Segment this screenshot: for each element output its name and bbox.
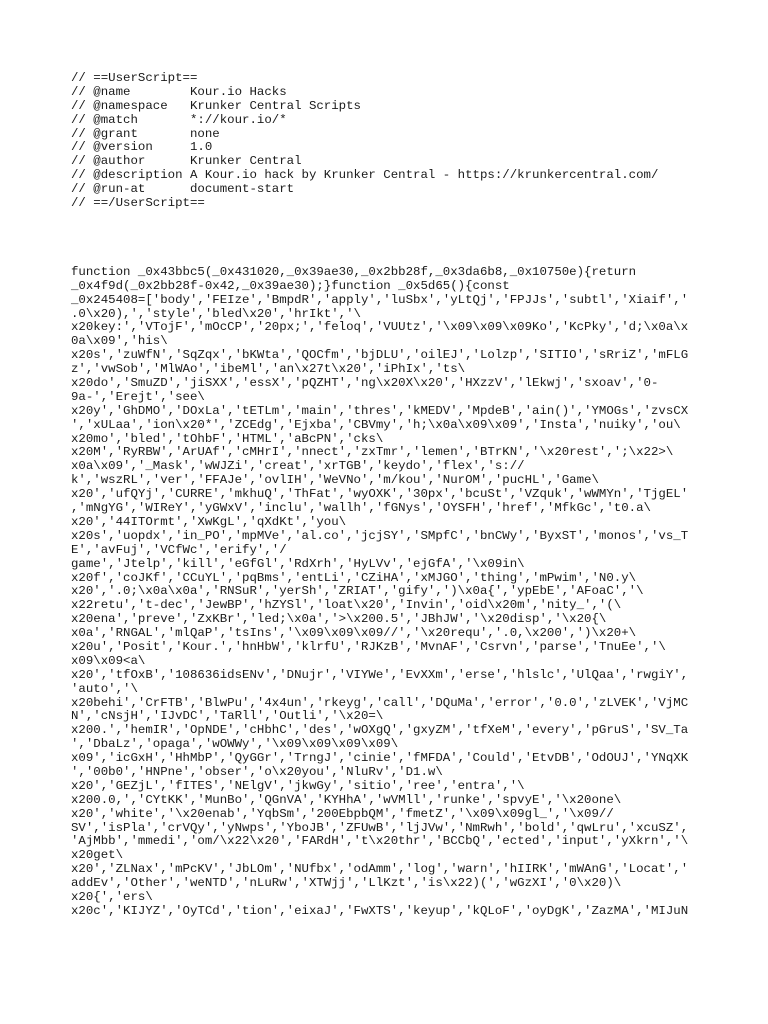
code-line: 0a\x09','his\ (71, 334, 168, 349)
code-line: x09','icGxH','HhMbP','QyGGr','TrngJ','cinie','fMFDA','Could','EtvDB','OdOUJ','YNqXK (71, 751, 689, 766)
code-line: x20c','KIJYZ','OyTCd','tion','eixaJ','FwXTS','keyup','kQLoF','oyDgK','ZazMA','MIJuN (71, 903, 689, 918)
code-line: x20s','zuWfN','SqZqx','bKWta','QOCfm','bjDLU','oilEJ','Lolzp','SITIO','sRriZ','mFLG (71, 348, 689, 363)
code-line: x20behi','CrFTB','BlwPu','4x4un','rkeyg','call','DQuMa','error','0.0','zLVEK','VjMC (71, 695, 689, 710)
code-line: x20','ufQYj','CURRE','mkhuQ','ThFat','wyOXK','30px','bcuSt','VZquk','wWMYn','TjgEL' (71, 487, 689, 502)
userscript-header-line: // @name Kour.io Hacks (71, 84, 287, 99)
code-line: _0x245408=['body','FEIze','BmpdR','apply','luSbx','yLtQj','FPJJs','subtl','Xiaif',' (71, 292, 689, 307)
code-line: x20','ZLNax','mPcKV','JbLOm','NUfbx','odAmm','log','warn','hIIRK','mWAnG','Locat',' (71, 862, 689, 877)
code-line: addEv','Other','weNTD','nLuRw','XTWjj','LlKzt','is\x22)(','wGzXI','0\x20)\ (71, 876, 622, 891)
code-line: x20{','ers\ (71, 889, 153, 904)
code-line: x0a\x09','_Mask','wWJZi','creat','xrTGB','keydo','flex','s:// (71, 459, 525, 474)
userscript-header-line: // @run-at document-start (71, 182, 295, 197)
code-line: ,'mNgYG','WIReY','yGWxV','inclu','wallh','fGNys','OYSFH','href','MfkGc','t0.a\ (71, 501, 651, 516)
code-line: 'AjMbb','mmedi','om/\x22\x20','FARdH','t\x20thr','BCCbQ','ected','input','yXkrn','\ (71, 834, 689, 849)
code-line: function _0x43bbc5(_0x431020,_0x39ae30,_0x2bb28f,_0x3da6b8,_0x10750e){return (71, 264, 637, 279)
code-line: .0\x20),','style','bled\x20','hrIkt','\ (71, 306, 361, 321)
code-line: x20','GEZjL','fITES','NElgV','jkwGy','sitio','ree','entra','\ (71, 778, 525, 793)
code-line: SV','isPla','crVQy','yNwps','YboJB','ZFUwB','ljJVw','NmRwh','bold','qwLru','xcuSZ', (71, 820, 689, 835)
code-line: x20mo','bled','tOhbF','HTML','aBcPN','cks\ (71, 431, 384, 446)
code-line: 'auto','\ (71, 681, 138, 696)
code-line: x20do','SmuZD','jiSXX','essX','pQZHT','ng\x20X\x20','HXzzV','lEkwj','sxoav','0- (71, 376, 659, 391)
userscript-header-line: // ==/UserScript== (71, 196, 205, 211)
userscript-header (71, 72, 711, 211)
blank-gap (71, 211, 711, 266)
code-line: x0a','RNGAL','mlQaP','tsIns','\x09\x09\x09//','\x20requ','.0,\x200',')\x20+\ (71, 626, 637, 641)
userscript-header-line: // @grant none (71, 126, 220, 141)
userscript-header-line: // @version 1.0 (71, 140, 213, 155)
code-line: ','00b0','HNPne','obser','o\x20you','NluRv','D1.w\ (71, 764, 443, 779)
code-line: x20','.0;\x0a\x0a','RNSuR','yerSh','ZRIAT','gify',')\x0a{','ypEbE','AFoaC','\ (71, 584, 644, 599)
code-line: x20s','uopdx','in_PO','mpMVe','al.co','jcjSY','SMpfC','bnCWy','ByxST','monos','vs_T (71, 528, 689, 543)
userscript-header-line: // @description A Kour.io hack by Krunker Central - https://krunkercentral.com/ (71, 168, 659, 183)
code-line: x200.0,','CYtKK','MunBo','QGnVA','KYHhA','wVMll','runke','spvyE','\x20one\ (71, 792, 622, 807)
document-page (71, 72, 711, 919)
code-line: x20y','GhDMO','DOxLa','tETLm','main','thres','kMEDV','MpdeB','ain()','YMOGs','zvsCX (71, 403, 689, 418)
obfuscated-code-block (71, 266, 711, 919)
code-line: k','wszRL','ver','FFAJe','ovlIH','WeVNo','m/kou','NurOM','pucHL','Game\ (71, 473, 599, 488)
code-line: x20key:','VTojF','mOcCP','20px;','feloq','VUUtz','\x09\x09\x09Ko','KcPky','d;\x0a\x (71, 320, 689, 335)
code-line: _0x4f9d(_0x2bb28f-0x42,_0x39ae30);}function _0x5d65(){const (71, 278, 510, 293)
code-line: x20','44ITOrmt','XwKgL','qXdKt','you\ (71, 514, 347, 529)
code-line: x20M','RyRBW','ArUAf','cMHrI','nnect','zxTmr','lemen','BTrKN','\x20rest',';\x22>\ (71, 445, 674, 460)
code-line: ','xULaa','ion\x20*','ZCEdg','Ejxba','CBVmy','h;\x0a\x09\x09','Insta','nuiky','ou\ (71, 417, 681, 432)
code-line: x20f','coJKf','CCuYL','pqBms','entLi','CZiHA','xMJGO','thing','mPwim','N0.y\ (71, 570, 637, 585)
code-line: x20ena','preve','ZxKBr','led;\x0a','>\x200.5','JBhJW','\x20disp','\x20{\ (71, 612, 607, 627)
userscript-header-line: // @author Krunker Central (71, 154, 302, 169)
code-line: x20u','Posit','Kour.','hnHbW','klrfU','RJKzB','MvnAF','Csrvn','parse','TnuEe','\ (71, 639, 666, 654)
code-line: x22retu','t-dec','JewBP','hZYSl','loat\x20','Invin','oid\x20m','nity_','(\ (71, 598, 622, 613)
userscript-header-line: // ==UserScript== (71, 71, 198, 85)
code-line: x09\x09<a\ (71, 653, 146, 668)
code-line: N','cNsjH','IJvDC','TaRll','Outli','\x20=\ (71, 709, 384, 724)
code-line: x20get\ (71, 848, 124, 863)
code-line: z','vwSob','MlWAo','ibeMl','an\x27t\x20','iPhIx','ts\ (71, 362, 466, 377)
code-line: ','DbaLz','opaga','wOWWy','\x09\x09\x09\x09\ (71, 737, 399, 752)
userscript-header-line: // @match *://kour.io/* (71, 112, 287, 127)
code-line: game','Jtelp','kill','eGfGl','RdXrh','HyLVv','ejGfA','\x09in\ (71, 556, 525, 571)
userscript-header-line: // @namespace Krunker Central Scripts (71, 98, 361, 113)
code-line: x20','white','\x20enab','YqbSm','200EbpbQM','fmetZ','\x09\x09gl_','\x09// (71, 806, 614, 821)
code-line: E','avFuj','VCfWc','erify','/ (71, 542, 287, 557)
code-line: 9a-','Erejt','see\ (71, 389, 205, 404)
code-line: x20','tfOxB','108636idsENv','DNujr','VIYWe','EvXXm','erse','hlslc','UlQaa','rwgiY', (71, 667, 689, 682)
code-line: x200.','hemIR','OpNDE','cHbhC','des','wOXgQ','gxyZM','tfXeM','every','pGruS','SV_Ta (71, 723, 689, 738)
